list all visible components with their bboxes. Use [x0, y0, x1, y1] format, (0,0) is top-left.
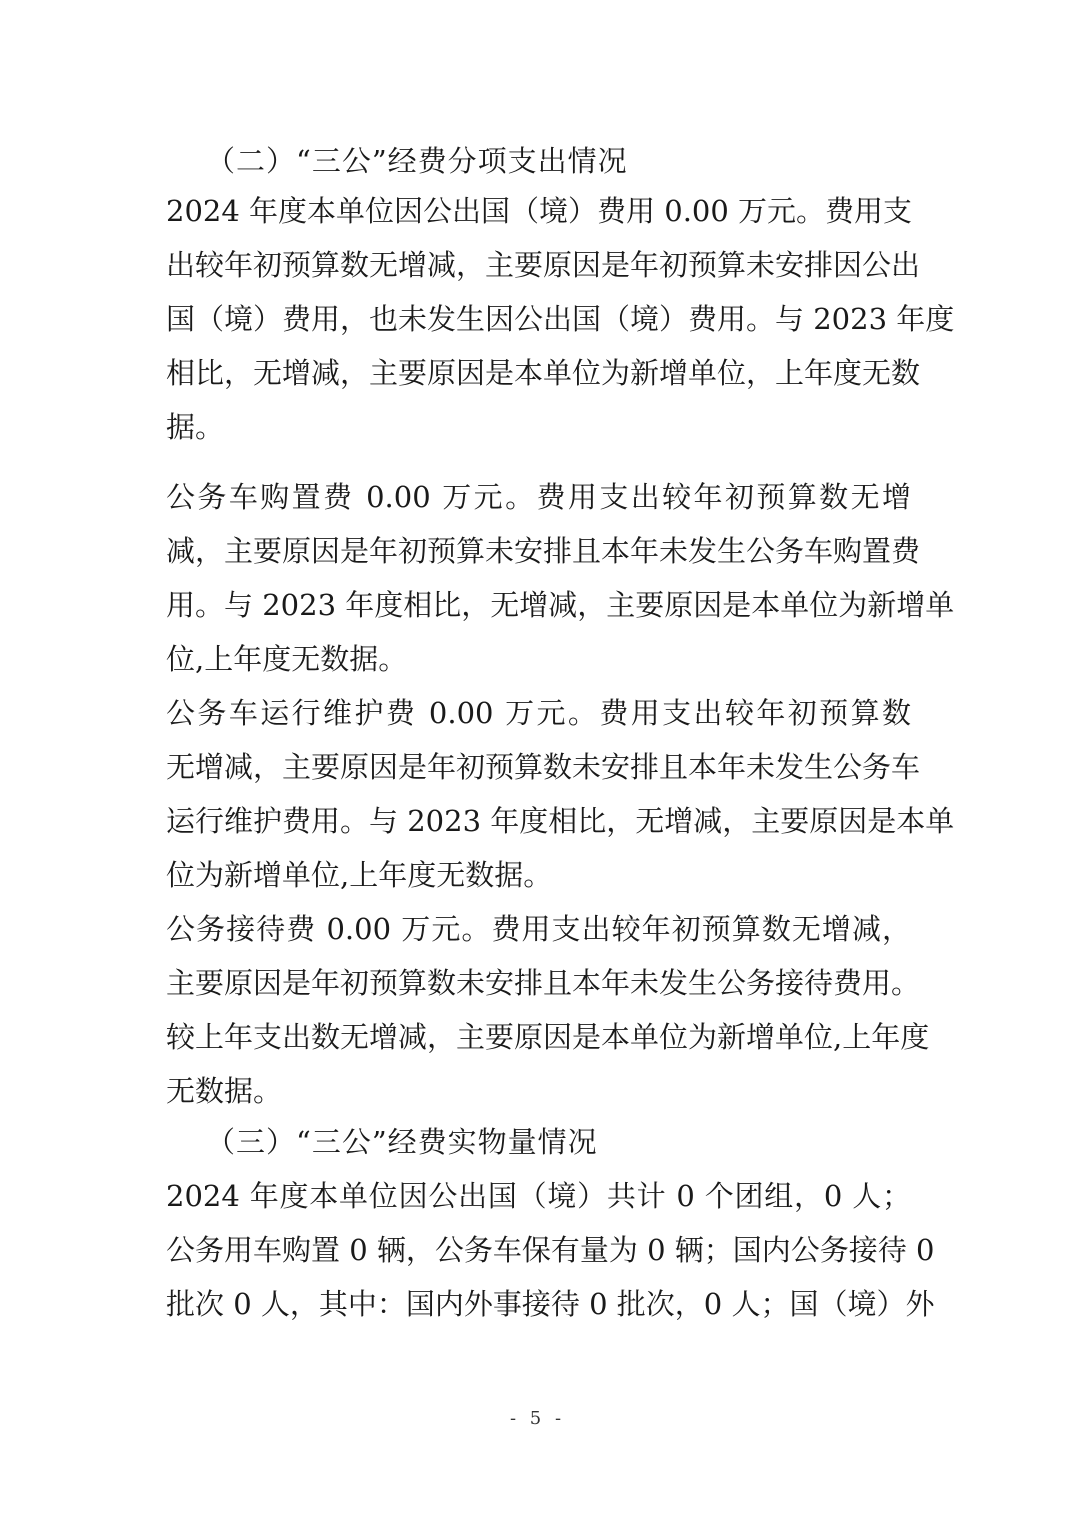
section-2-para-2-line-4: 位,上年度无数据。: [166, 642, 408, 676]
section-2-para-3-line-3: 运行维护费用。与 2023 年度相比，无增减，主要原因是本单: [166, 804, 955, 838]
section-2-para-4-line-3: 较上年支出数无增减，主要原因是本单位为新增单位,上年度: [166, 1020, 930, 1054]
section-3-para-1-line-3: 批次 0 人，其中：国内外事接待 0 批次，0 人；国（境）外: [166, 1287, 935, 1321]
section-2-para-2-line-1: 公务车购置费 0.00 万元。费用支出较年初预算数无增: [166, 480, 911, 514]
section-2-para-3-line-2: 无增减，主要原因是年初预算数未安排且本年未发生公务车: [166, 750, 921, 784]
section-2-para-4-line-1: 公务接待费 0.00 万元。费用支出较年初预算数无增减，: [166, 912, 911, 946]
section-2-para-2-line-2: 减，主要原因是年初预算未安排且本年未发生公务车购置费: [166, 534, 921, 568]
section-2-para-1-line-4: 相比，无增减，主要原因是本单位为新增单位，上年度无数: [166, 356, 921, 390]
section-3-para-1-line-1: 2024 年度本单位因公出国（境）共计 0 个团组，0 人；: [166, 1179, 911, 1213]
section-2-para-3-line-4: 位为新增单位,上年度无数据。: [166, 858, 553, 892]
section-2-para-2-line-3: 用。与 2023 年度相比，无增减，主要原因是本单位为新增单: [166, 588, 955, 622]
section-2-para-1-line-2: 出较年初预算数无增减，主要原因是年初预算未安排因公出: [166, 248, 921, 282]
section-2-para-3-line-1: 公务车运行维护费 0.00 万元。费用支出较年初预算数: [166, 696, 911, 730]
section-3-heading: （三）“三公”经费实物量情况: [206, 1125, 598, 1159]
section-2-para-4-line-4: 无数据。: [166, 1074, 283, 1108]
section-3-para-1-line-2: 公务用车购置 0 辆，公务车保有量为 0 辆；国内公务接待 0: [166, 1233, 935, 1267]
section-2-para-4-line-2: 主要原因是年初预算数未安排且本年未发生公务接待费用。: [166, 966, 921, 1000]
section-2-para-1-line-1: 2024 年度本单位因公出国（境）费用 0.00 万元。费用支: [166, 194, 913, 228]
page-number: - 5 -: [509, 1408, 566, 1429]
section-2-para-1-line-3: 国（境）费用，也未发生因公出国（境）费用。与 2023 年度: [166, 302, 955, 336]
section-2-para-1-line-5: 据。: [166, 410, 225, 444]
section-2-heading: （二）“三公”经费分项支出情况: [206, 144, 628, 178]
